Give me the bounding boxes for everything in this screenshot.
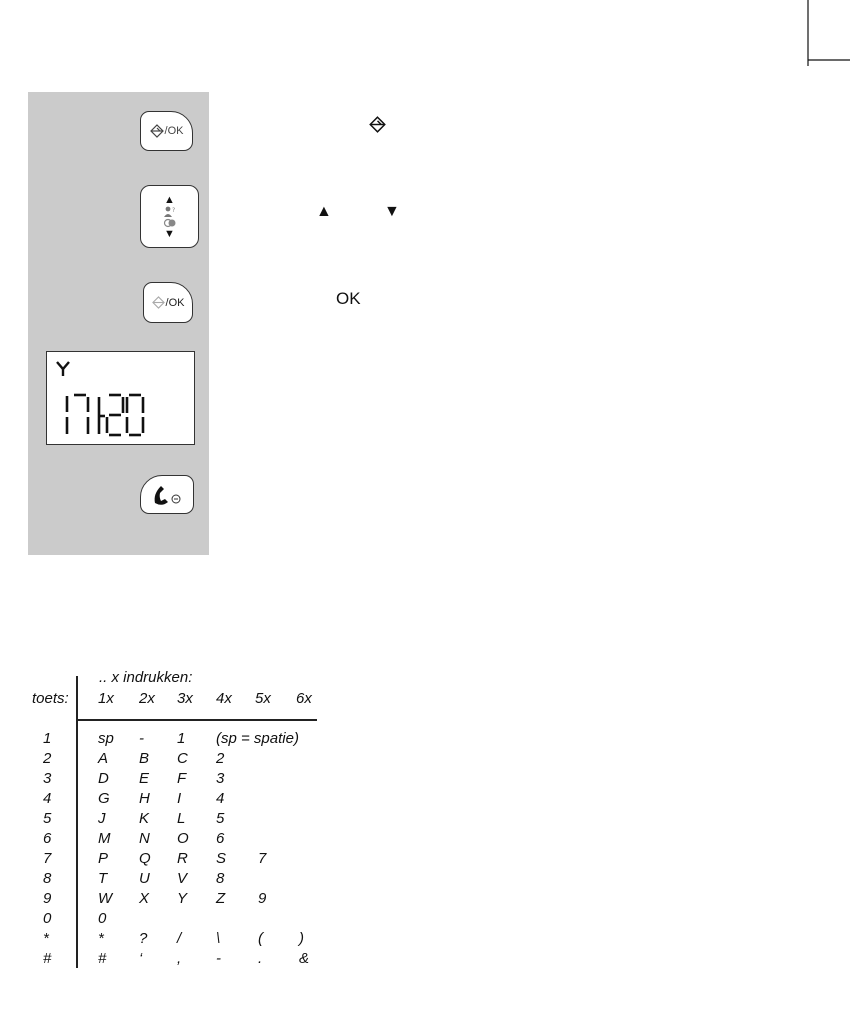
lcd-display-value [47, 352, 48, 353]
lcd-segment-digits [59, 392, 149, 438]
table-cell: . [258, 950, 263, 967]
table-cell: F [177, 770, 187, 787]
press-count-header: 2x [139, 690, 155, 707]
table-cell: # [98, 950, 107, 967]
table-cell: 9 [258, 890, 267, 907]
table-cell: 5 [216, 810, 225, 827]
table-header-caption: .. x indrukken: [99, 669, 193, 686]
table-row-key: 1 [43, 730, 52, 747]
table-cell: - [139, 730, 144, 747]
menu-ok-key-label: /OK [164, 125, 184, 137]
press-count-header: 1x [98, 690, 114, 707]
table-cell: (sp = spatie) [216, 730, 299, 747]
table-cell: M [98, 830, 111, 847]
table-row-key: 4 [43, 790, 52, 807]
press-count-header: 5x [255, 690, 271, 707]
table-cell: 8 [216, 870, 225, 887]
lcd-display [46, 351, 195, 445]
table-cell: ) [299, 930, 304, 947]
table-cell: J [98, 810, 106, 827]
table-row-key: * [43, 930, 49, 947]
table-cell: E [139, 770, 150, 787]
up-arrow-glyph: ▲ [316, 203, 332, 220]
table-cell: O [177, 830, 189, 847]
table-cell: I [177, 790, 182, 807]
table-row-key: 2 [43, 750, 52, 767]
ok-glyph-text: OK [336, 289, 361, 308]
menu-ok-key[interactable] [140, 111, 193, 151]
table-cell: 4 [216, 790, 225, 807]
table-cell: sp [98, 730, 114, 747]
table-header-rule [76, 719, 317, 721]
menu-diamond-glyph-icon [369, 116, 386, 133]
svg-text:?: ? [171, 206, 175, 214]
table-key-header: toets: [32, 690, 69, 707]
table-cell: 6 [216, 830, 225, 847]
table-cell: 2 [216, 750, 225, 767]
table-cell: N [139, 830, 150, 847]
nav-down-icon: ▼ [164, 227, 175, 240]
table-cell: / [177, 930, 182, 947]
table-cell: U [139, 870, 150, 887]
ok-key[interactable] [143, 282, 193, 323]
table-cell: C [177, 750, 188, 767]
table-cell: - [216, 950, 221, 967]
table-cell: Y [177, 890, 188, 907]
contacts-icon [163, 206, 177, 218]
press-count-header: 4x [216, 690, 232, 707]
table-cell: * [98, 930, 104, 947]
table-cell: Z [216, 890, 226, 907]
table-cell: ( [258, 930, 263, 947]
table-cell: H [139, 790, 150, 807]
table-cell: \ [216, 930, 221, 947]
table-cell: 3 [216, 770, 225, 787]
table-row-key: 0 [43, 910, 52, 927]
handset-icon [150, 482, 184, 508]
ok-key-label: /OK [165, 296, 185, 309]
table-cell: S [216, 850, 227, 867]
redial-icon [163, 218, 177, 228]
table-cell: W [98, 890, 113, 907]
table-row-key: 7 [43, 850, 52, 867]
menu-diamond-icon [150, 124, 164, 138]
table-row-key: 9 [43, 890, 52, 907]
table-cell: K [139, 810, 150, 827]
table-cell: V [177, 870, 188, 887]
table-cell: L [177, 810, 186, 827]
nav-up-icon: ▲ [164, 193, 175, 206]
table-cell: D [98, 770, 109, 787]
end-call-key[interactable] [140, 475, 194, 514]
signal-antenna-icon [55, 360, 71, 376]
table-cell: T [98, 870, 108, 887]
handset-illustration-panel [28, 92, 209, 555]
table-cell: ? [139, 930, 148, 947]
down-arrow-glyph: ▼ [384, 203, 400, 220]
table-row-key: 5 [43, 810, 52, 827]
navigation-key[interactable] [140, 185, 199, 248]
table-cell: ‘ [139, 950, 143, 967]
table-row-key: 6 [43, 830, 52, 847]
table-row-key: 8 [43, 870, 52, 887]
table-cell: & [299, 950, 310, 967]
table-cell: G [98, 790, 110, 807]
table-cell: X [139, 890, 150, 907]
menu-diamond-faded-icon [152, 296, 165, 309]
table-cell: B [139, 750, 150, 767]
press-count-header: 6x [296, 690, 312, 707]
table-cell: A [98, 750, 109, 767]
table-cell: 1 [177, 730, 186, 747]
table-cell: 7 [258, 850, 267, 867]
table-cell: 0 [98, 910, 107, 927]
table-cell: R [177, 850, 188, 867]
table-row-key: # [43, 950, 52, 967]
table-cell: P [98, 850, 109, 867]
table-cell: , [177, 950, 182, 967]
page-corner-rule [0, 0, 850, 100]
table-cell: Q [139, 850, 151, 867]
table-row-key: 3 [43, 770, 52, 787]
press-count-header: 3x [177, 690, 193, 707]
